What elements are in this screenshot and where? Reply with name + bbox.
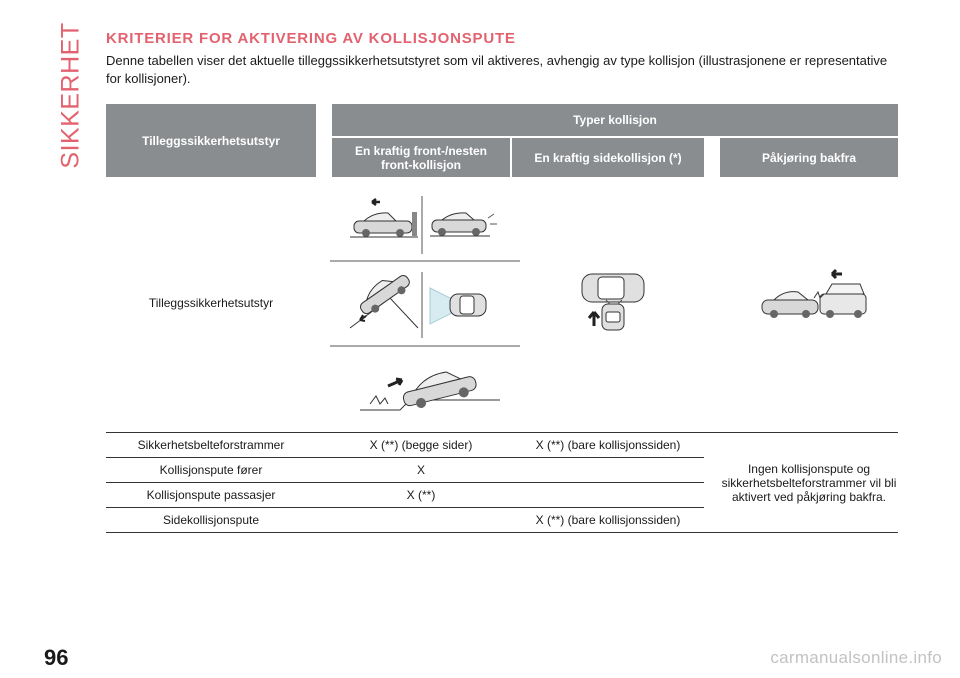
front-collision-icon xyxy=(330,188,520,418)
intro-paragraph: Denne tabellen viser det aktuelle tilleggssikkerhetsutstyret som vil aktiveres, avhengig av type kollisjon (illustrasjonene er representative for kollisjoner). xyxy=(106,53,888,86)
illustration-row-label-text: Tilleggssikkerhetsutstyr xyxy=(148,296,274,310)
watermark: carmanualsonline.info xyxy=(770,648,942,667)
row-front-text: X (**) (begge sider) xyxy=(369,438,473,452)
row-label-text: Sidekollisjonspute xyxy=(162,513,260,527)
table-row-side xyxy=(512,508,704,532)
row-label-text: Kollisjonspute fører xyxy=(159,463,263,477)
table-bottom-rule xyxy=(106,532,898,533)
header-collision-types-text: Typer kollisjon xyxy=(573,113,657,127)
header-equipment-text: Tilleggssikkerhetsutstyr xyxy=(142,133,280,148)
table-row-label xyxy=(106,508,316,532)
side-collision-icon xyxy=(574,268,654,332)
header-side-collision-text: En kraftig sidekollisjon (*) xyxy=(534,150,682,165)
page-number: 96 xyxy=(44,645,69,670)
row-label-text: Kollisjonspute passasjer xyxy=(146,488,276,502)
rear-collision-note xyxy=(720,433,898,532)
table-row-label xyxy=(106,433,316,457)
row-label-text: Sikkerhetsbelteforstrammer xyxy=(137,438,285,452)
header-front-collision-text: En kraftig front-/nesten front-kollisjon xyxy=(354,143,487,172)
section-side-label-text: SIKKERHET xyxy=(56,21,85,169)
table-row-side xyxy=(512,458,704,482)
header-equipment xyxy=(106,104,316,177)
row-front-text: X (**) xyxy=(406,488,436,502)
illustration-row-label xyxy=(106,178,316,428)
header-side-collision xyxy=(512,138,704,177)
page-title: KRITERIER FOR AKTIVERING AV KOLLISJONSPUTE xyxy=(106,30,516,47)
row-front-text: X xyxy=(416,463,425,477)
table-row-label xyxy=(106,458,316,482)
row-side-text: X (**) (bare kollisjonssiden) xyxy=(535,513,681,527)
table-row-label xyxy=(106,483,316,507)
section-side-label xyxy=(54,21,88,169)
table-row-front xyxy=(332,483,510,507)
header-rear-collision xyxy=(720,138,898,177)
header-rear-collision-text: Påkjøring bakfra xyxy=(761,150,857,165)
row-side-text: X (**) (bare kollisjonssiden) xyxy=(535,438,681,452)
table-row-front xyxy=(332,433,510,457)
table-row-front xyxy=(332,508,510,532)
table-row-side xyxy=(512,433,704,457)
header-collision-types xyxy=(332,104,898,136)
table-row-front xyxy=(332,458,510,482)
rear-collision-note-text: Ingen kollisjonspute og sikkerhetsbelteforstrammer vil bli aktivert ved påkjøring bakfra. xyxy=(721,461,897,504)
rear-collision-icon xyxy=(760,268,870,324)
table-row-side xyxy=(512,483,704,507)
header-front-collision xyxy=(332,138,510,177)
